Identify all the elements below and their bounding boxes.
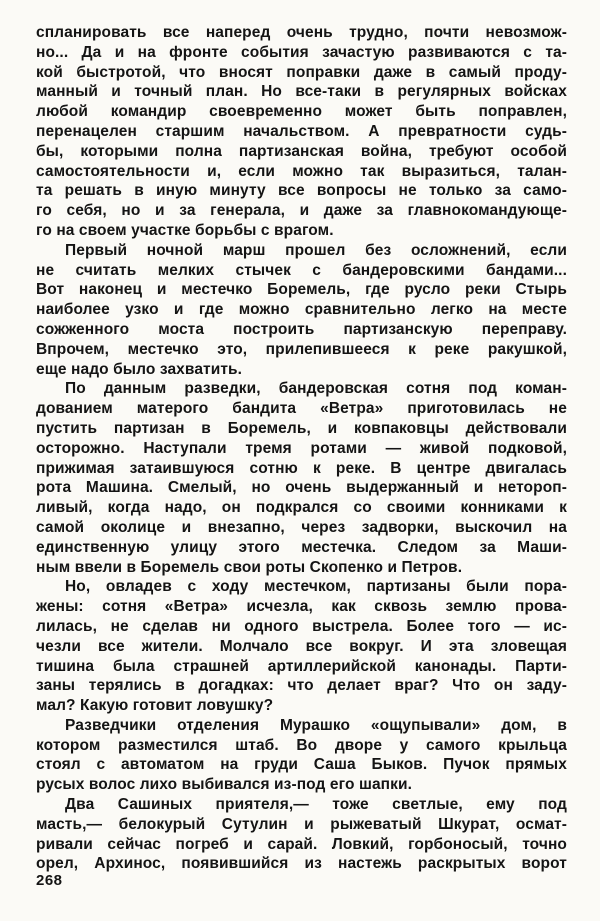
text-line: стоял с автоматом на груди Саша Быков. Пучок прямых [36, 756, 567, 774]
text-line: дованием матерого бандита «Ветра» приготовилась не [36, 400, 567, 418]
text-line: Два Сашиных приятеля,— тоже светлые, ему под [65, 796, 567, 814]
text-line: осторожно. Наступали тремя ротами — живой подковой, [36, 439, 567, 457]
text-line: лилась, не сделав ни одного выстрела. Более того — ис- [36, 617, 567, 635]
text-line: та решать в иную минуту все вопросы не только за само- [36, 182, 567, 200]
text-line: кой быстротой, что вносят поправки даже в самый проду- [36, 63, 567, 81]
text-line: Вот наконец и местечко Боремель, где русло реки Стырь [36, 281, 567, 299]
text-line: самой околице и внезапно, через задворки, выскочил на [36, 518, 567, 536]
text-line: тишина была страшней артиллерийской канонады. Парти- [36, 657, 567, 675]
text-line: ривали сейчас погреб и сарай. Ловкий, горбоносый, точно [36, 835, 567, 853]
text-line: Но, овладев с ходу местечком, партизаны были пора- [65, 578, 567, 596]
page-text [36, 23, 567, 874]
text-line: самостоятельности и, если можно так выразиться, талан- [36, 162, 567, 180]
text-line: бы, которыми полна партизанская война, требуют особой [36, 142, 567, 160]
text-line: мал? Какую готовит ловушку? [36, 697, 274, 715]
text-line: но... Да и на фронте события зачастую развиваются с та- [36, 43, 567, 61]
paragraph [36, 577, 567, 716]
text-line: единственную улицу этого местечка. Следом за Маши- [36, 538, 567, 556]
text-line: го себя, но и за генерала, и даже за главнокомандующе- [36, 202, 567, 220]
text-line: ливый, когда надо, он подкрался со своими конниками к [36, 499, 567, 517]
text-line: прижимая затаившуюся сотню к реке. В центре двигалась [36, 459, 567, 477]
paragraph [36, 379, 567, 577]
text-line: чезли все жители. Молчало все вокруг. И эта зловещая [36, 637, 567, 655]
page-number: 268 [36, 872, 63, 889]
text-line: По данным разведки, бандеровская сотня под коман- [65, 380, 567, 398]
text-line: манный и точный план. Но все-таки в регулярных войсках [36, 83, 567, 101]
paragraph [36, 23, 567, 241]
text-line: орел, Архинос, появившийся из настежь раскрытых ворот [36, 855, 567, 873]
text-line: масть,— белокурый Сутулин и рыжеватый Шкурат, осмат- [36, 815, 567, 833]
text-line: сожженного моста построить партизанскую переправу. [36, 320, 567, 338]
text-line: не считать мелких стычек с бандеровскими бандами... [36, 261, 567, 279]
text-line: Впрочем, местечко это, прилепившееся к реке ракушкой, [36, 340, 567, 358]
text-line: любой командир своевременно может быть поправлен, [36, 103, 567, 121]
text-line: го на своем участке борьбы с врагом. [36, 221, 334, 239]
text-line: ным ввели в Боремель свои роты Скопенко и Петров. [36, 558, 463, 576]
text-line: котором разместился штаб. Во дворе у самого крыльца [36, 736, 567, 754]
text-line: спланировать все наперед очень трудно, почти невозмож- [36, 24, 567, 41]
paragraph [36, 241, 567, 380]
paragraph [36, 716, 567, 795]
text-line: Разведчики отделения Мурашко «ощупывали» дом, в [65, 716, 567, 734]
text-line: Первый ночной марш прошел без осложнений, если [65, 241, 567, 259]
text-line: русых волос лихо выбивался из-под его шапки. [36, 776, 413, 794]
paragraph [36, 795, 567, 874]
text-line: жены: сотня «Ветра» исчезла, как сквозь землю прова- [36, 598, 567, 616]
text-line: пустить партизан в Боремель, и ковпаковцы действовали [36, 419, 567, 437]
text-line: перенацелен старшим начальством. А превратности судь- [36, 122, 567, 140]
text-line: рота Машина. Смелый, но очень выдержанный и нетороп- [36, 479, 567, 497]
text-line: заны терялись в догадках: что делает враг? Что он заду- [36, 677, 567, 695]
text-line: еще надо было захватить. [36, 360, 243, 378]
text-line: наиболее узко и где можно сравнительно легко на месте [36, 301, 567, 319]
